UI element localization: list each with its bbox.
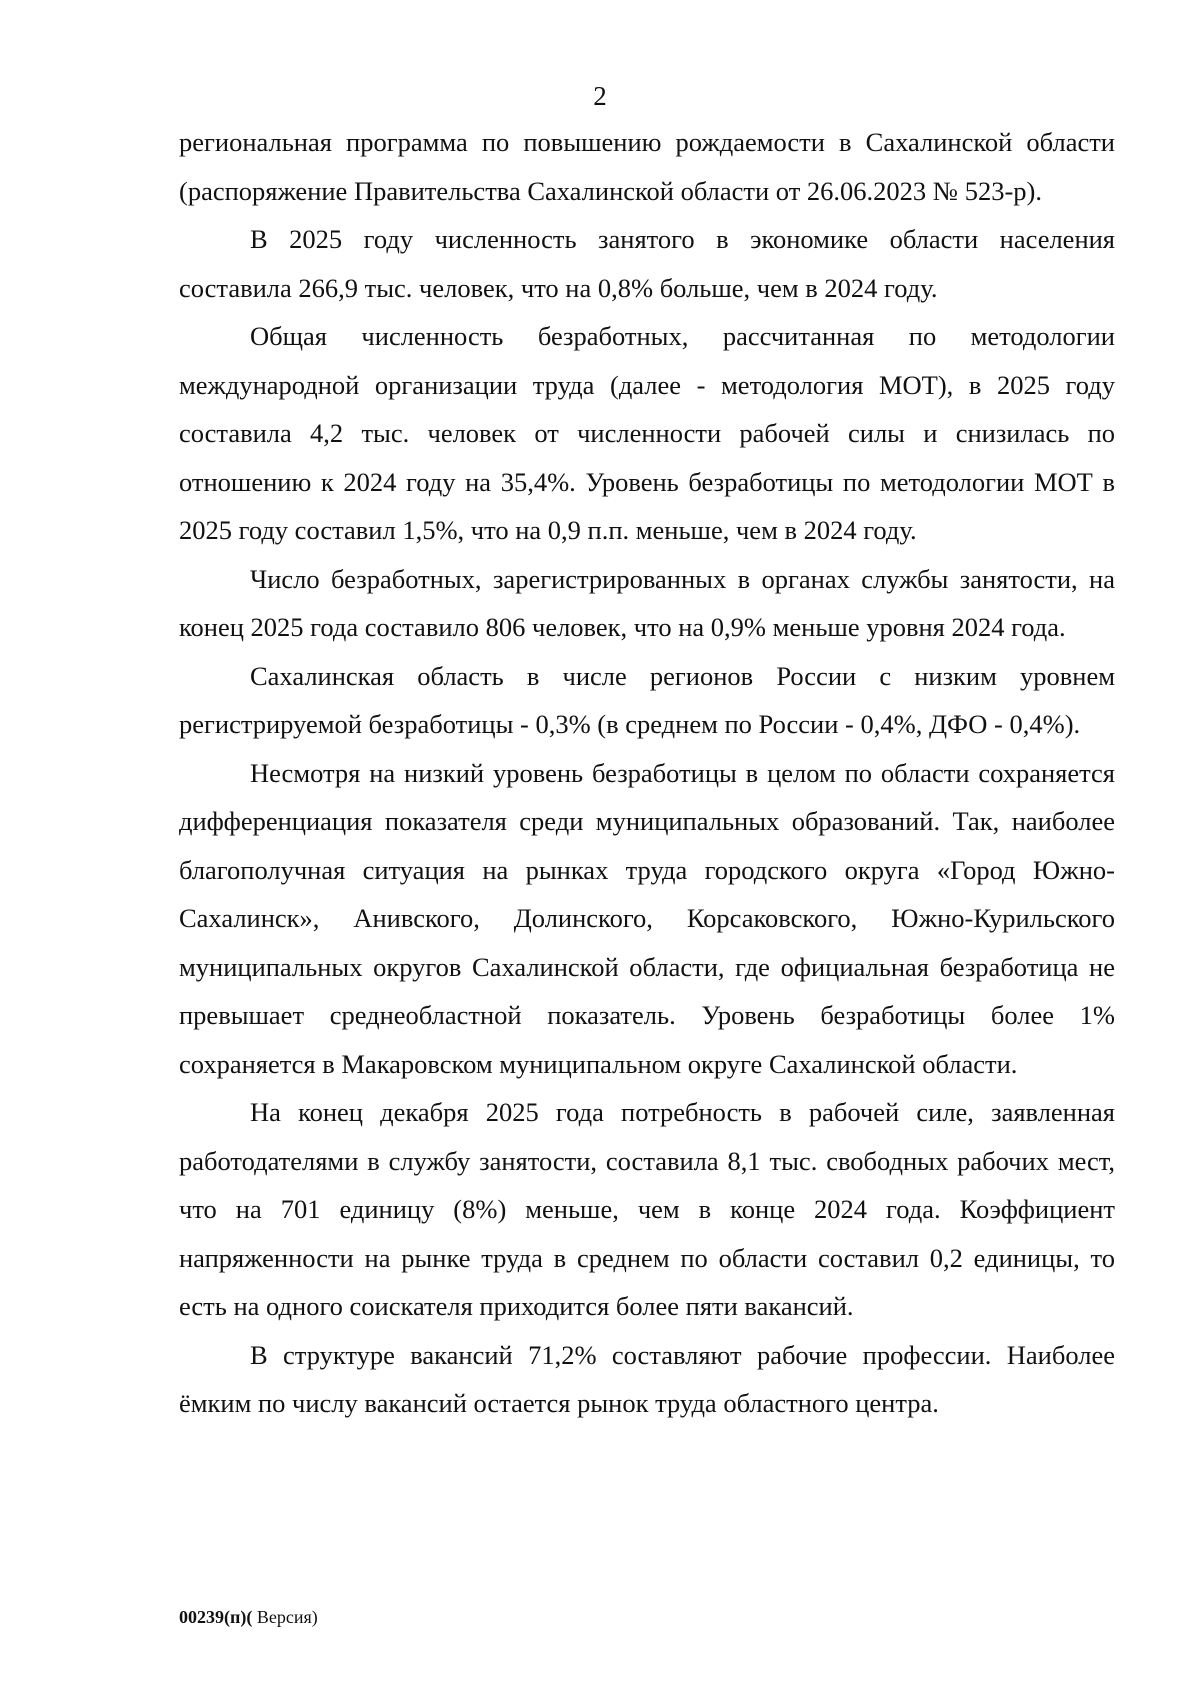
document-body — [179, 118, 1115, 1428]
footer-version: Версия) — [252, 1607, 318, 1627]
page-number: 2 — [593, 81, 607, 111]
paragraph-ilo-unemployment: Общая численность безработных, рассчитанная по методологии международной организации труда (далее - методология МОТ), в 2025 году составила 4,2 тыс. человек от численности рабочей силы и снизилась по отношению к 2024 году на 35,4%. Уровень безработицы по методологии МОТ в 2025 году составил 1,5%, что на 0,9 п.п. меньше, чем в 2024 году. — [179, 321, 1115, 545]
paragraph-employment: В 2025 году численность занятого в экономике области населения составила 266,9 тыс. человек, что на 0,8% больше, чем в 2024 году. — [179, 224, 1115, 303]
footer-code: 00239(п)( — [179, 1607, 253, 1627]
paragraph-vacancy-structure: В структуре вакансий 71,2% составляют рабочие профессии. Наиболее ёмким по числу вакансий остается рынок труда областного центра. — [179, 1339, 1115, 1418]
paragraph-municipal-differentiation: Несмотря на низкий уровень безработицы в целом по области сохраняется дифференциация показателя среди муниципальных образований. Так, наиболее благополучная ситуация на рынках труда городского округа «Город Южно-Сахалинск», Анивского, Долинского, Корсаковского, Южно-Курильского муниципальных округов Сахалинской области, где официальная безработица не превышает среднеобластной показатель. Уровень безработицы более 1% сохраняется в Макаровском муниципальном округе Сахалинской области. — [179, 757, 1115, 1079]
paragraph-registered-unemployed: Число безработных, зарегистрированных в органах службы занятости, на конец 2025 года составило 806 человек, что на 0,9% меньше уровня 2024 года. — [179, 563, 1115, 642]
paragraph-program: региональная программа по повышению рождаемости в Сахалинской области (распоряжение Правительства Сахалинской области от 26.06.2023 № 523-р). — [179, 127, 1115, 206]
paragraph-regional-comparison: Сахалинская область в числе регионов России с низким уровнем регистрируемой безработицы - 0,3% (в среднем по России - 0,4%, ДФО - 0,4%). — [179, 660, 1115, 739]
document-footer — [179, 1605, 318, 1629]
paragraph-labour-demand: На конец декабря 2025 года потребность в рабочей силе, заявленная работодателями в службу занятости, составила 8,1 тыс. свободных рабочих мест, что на 701 единицу (8%) меньше, чем в конце 2024 года. Коэффициент напряженности на рынке труда в среднем по области составил 0,2 единицы, то есть на одного соискателя приходится более пяти вакансий. — [179, 1097, 1115, 1321]
